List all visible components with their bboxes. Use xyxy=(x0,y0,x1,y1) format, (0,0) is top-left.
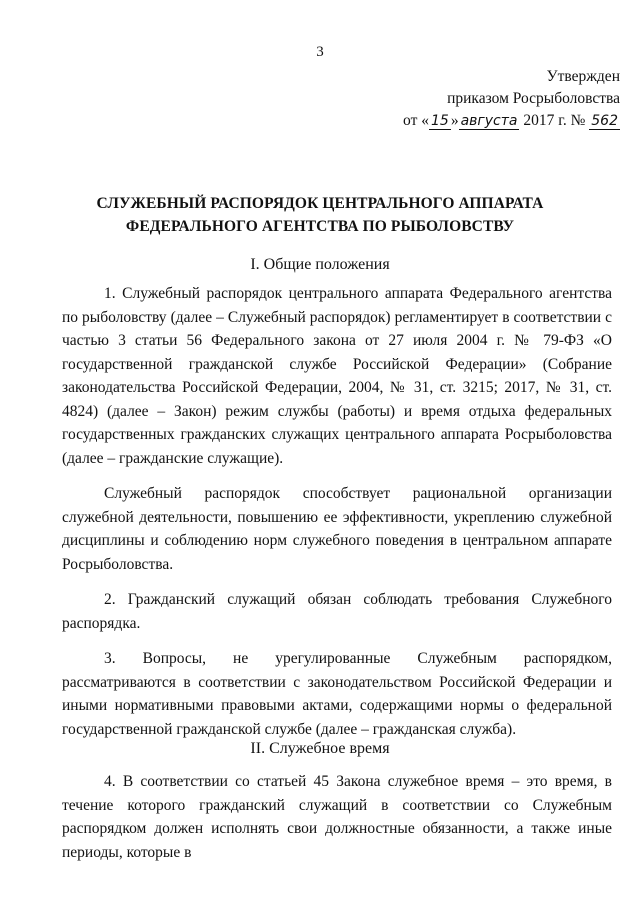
date-prefix: от « xyxy=(403,112,429,129)
paragraph: 4. В соответствии со статьей 45 Закона служебное время – это время, в течение которого гражданский служащий в соответствии со Служебным распорядком должен исполнять свои должностные обязанности, а также иные периоды, которые в xyxy=(62,773,612,861)
paragraph: 1. Служебный распорядок центрального аппарата Федерального агентства по рыболовству (далее – Служебный распорядок) регламентирует в соответствии с частью 3 статьи 56 Федерального закона от 27 июля 2004 г. № 79-ФЗ «О государственной гражданской службе Российской Федерации» (Собрание законодательства Российской Федерации, 2004, № 31, ст. 3215; 2017, № 31, ст. 4824) (далее – Закон) режим службы (работы) и время отдыха федеральных государственных гражданских служащих центрального аппарата Росрыболовства (далее – гражданские служащие). xyxy=(62,285,612,467)
section-1-heading: I. Общие положения xyxy=(250,256,390,273)
date-mid: » xyxy=(450,112,459,129)
handwritten-month: августа xyxy=(460,113,518,129)
paragraph: Служебный распорядок способствует рациональной организации служебной деятельности, повышению ее эффективности, укреплению служебной дисциплины и соблюдению норм служебного поведения в центральном аппарате Росрыболовства. xyxy=(62,485,612,573)
year-text: 2017 г. № xyxy=(519,112,590,129)
title-line-2: ФЕДЕРАЛЬНОГО АГЕНТСТВА ПО РЫБОЛОВСТВУ xyxy=(125,218,515,235)
document-title xyxy=(0,192,640,238)
approval-date-line xyxy=(403,110,620,132)
paragraph: 3. Вопросы, не урегулированные Служебным распорядком, рассматриваются в соответствии с законодательством Российской Федерации и иными нормативными правовыми актами, содержащими нормы о федеральной государственной гражданской службе (далее – гражданская служба). xyxy=(62,650,612,738)
paragraph: 2. Гражданский служащий обязан соблюдать требования Служебного распорядка. xyxy=(62,591,612,632)
handwritten-day: 15 xyxy=(431,113,449,129)
title-line-1: СЛУЖЕБНЫЙ РАСПОРЯДОК ЦЕНТРАЛЬНОГО АППАРАТА xyxy=(96,195,544,212)
section-2-heading: II. Служебное время xyxy=(250,740,390,757)
section-1-body xyxy=(62,282,612,741)
section-2-body xyxy=(62,770,612,864)
handwritten-order-number: 562 xyxy=(591,113,618,129)
page-number: 3 xyxy=(316,44,324,60)
approval-line-1: Утвержден xyxy=(546,68,620,85)
approval-stamp xyxy=(403,66,620,132)
approval-line-2: приказом Росрыболовства xyxy=(447,90,620,107)
